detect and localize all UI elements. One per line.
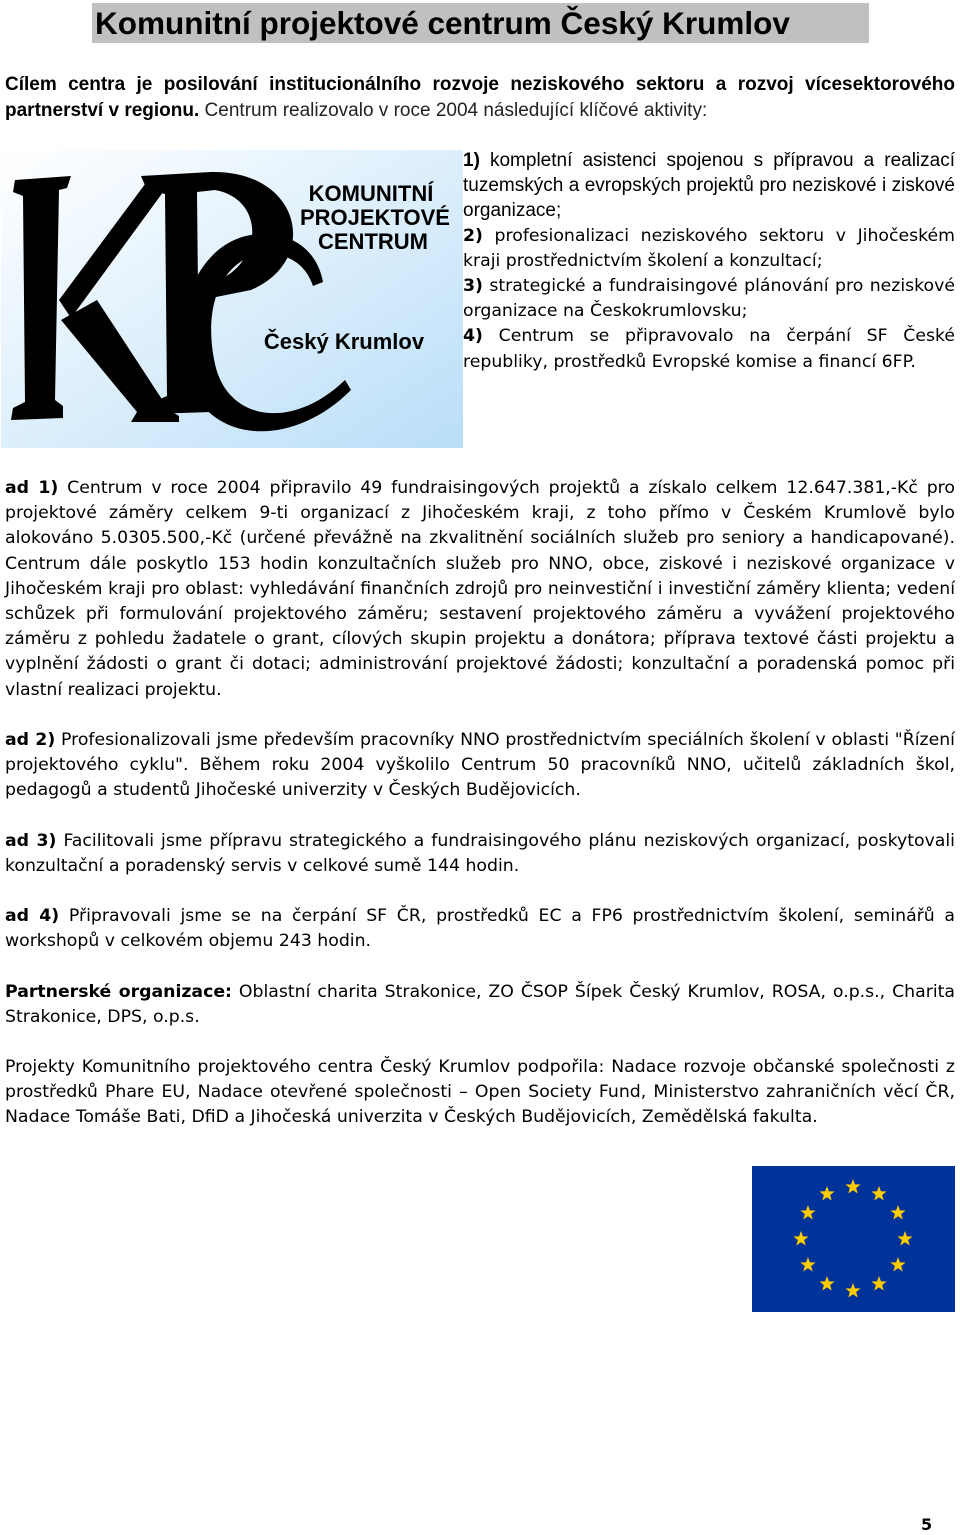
list-item: 3) strategické a fundraisingové plánování pro neziskové organizace na Českokrumlovsku; — [463, 276, 955, 322]
page-title: Komunitní projektové centrum Český Krumlov — [92, 3, 869, 43]
page-number: 5 — [921, 1515, 933, 1534]
intro-text: Centrum realizovalo v roce 2004 následující klíčové aktivity: — [199, 100, 708, 122]
ad1-paragraph: ad 1) Centrum v roce 2004 připravilo 49 fundraisingových projektů a získalo celkem 12.647.381,-Kč pro projektové záměry celkem 9-ti organizací z Jihočeském kraji, z toho přímo v Českém Krumlově bylo alokováno 5.0305.500,-Kč (určené převážně na zkvalitnění sociálních služeb pro seniory a handicapované). Centrum dále poskytlo 153 hodin konzultačních služeb pro NNO, obce, ziskové i neziskové organizace v Jihočeském kraji pro oblast: vyhledávání finančních zdrojů pro neinvestiční i investiční záměry klienta; vedení schůzek při formulování projektového záměru; sestavení projektového záměru a vyvážení projektového záměru z pohledu žadatele o grant, cílových skupin projektu a donátora; příprava textové části projektu a vyplnění žádosti o grant či dotaci; administrování projektové žádosti; konzultační a poradenská pomoc při vlastní realizaci projektu. — [5, 478, 955, 700]
eu-flag — [752, 1166, 955, 1312]
logo-city: Český Krumlov — [263, 329, 425, 354]
activities-list — [463, 148, 955, 375]
intro-paragraph — [5, 72, 955, 124]
sponsors-paragraph: Projekty Komunitního projektového centra Český Krumlov podpořila: Nadace rozvoje občanské společnosti z prostředků Phare EU, Nadace otevřené společnosti – Open Society Fund, Ministerstvo zahraničních věcí ČR, Nadace Tomáše Bati, DfiD a Jihočeská univerzita v Českých Budějovicích, Zemědělská fakulta. — [5, 1057, 955, 1128]
kpc-logo — [1, 150, 463, 448]
list-item: 2) profesionalizaci neziskového sektoru v Jihočeském kraji prostřednictvím školení a konzultací; — [463, 225, 955, 271]
logo-line2: PROJEKTOVÉ — [300, 205, 450, 230]
partners-paragraph: Partnerské organizace: Oblastní charita Strakonice, ZO ČSOP Šípek Český Krumlov, ROSA, o.p.s., Charita Strakonice, DPS, o.p.s. — [5, 982, 955, 1028]
ad4-paragraph: ad 4) Připravovali jsme se na čerpání SF ČR, prostředků EC a FP6 prostřednictvím školení, seminářů a workshopů v celkovém objemu 243 hodin. — [5, 906, 955, 952]
logo-line1: KOMUNITNÍ — [308, 181, 434, 206]
list-item: 1) kompletní asistenci spojenou s přípravou a realizací tuzemských a evropských projektů pro neziskové i ziskové organizace; — [463, 150, 955, 222]
logo-line3: CENTRUM — [318, 229, 428, 254]
intro-label: Cílem centra je posilování institucionálního rozvoje neziskového sektoru a rozvoj vícesektorového partnerství v regionu. — [5, 74, 955, 122]
ad3-paragraph: ad 3) Facilitovali jsme přípravu strategického a fundraisingového plánu neziskových organizací, poskytovali konzultační a poradenský servis v celkové sumě 144 hodin. — [5, 831, 955, 877]
ad2-paragraph: ad 2) Profesionalizovali jsme především pracovníky NNO prostřednictvím speciálních školení v oblasti "Řízení projektového cyklu". Během roku 2004 vyškolilo Centrum 50 pracovníků NNO, učitelů základních škol, pedagogů a studentů Jihočeské univerzity v Českých Budějovicích. — [5, 730, 955, 801]
list-item: 4) Centrum se připravovalo na čerpání SF České republiky, prostředků Evropské komise a financí 6FP. — [463, 326, 955, 372]
